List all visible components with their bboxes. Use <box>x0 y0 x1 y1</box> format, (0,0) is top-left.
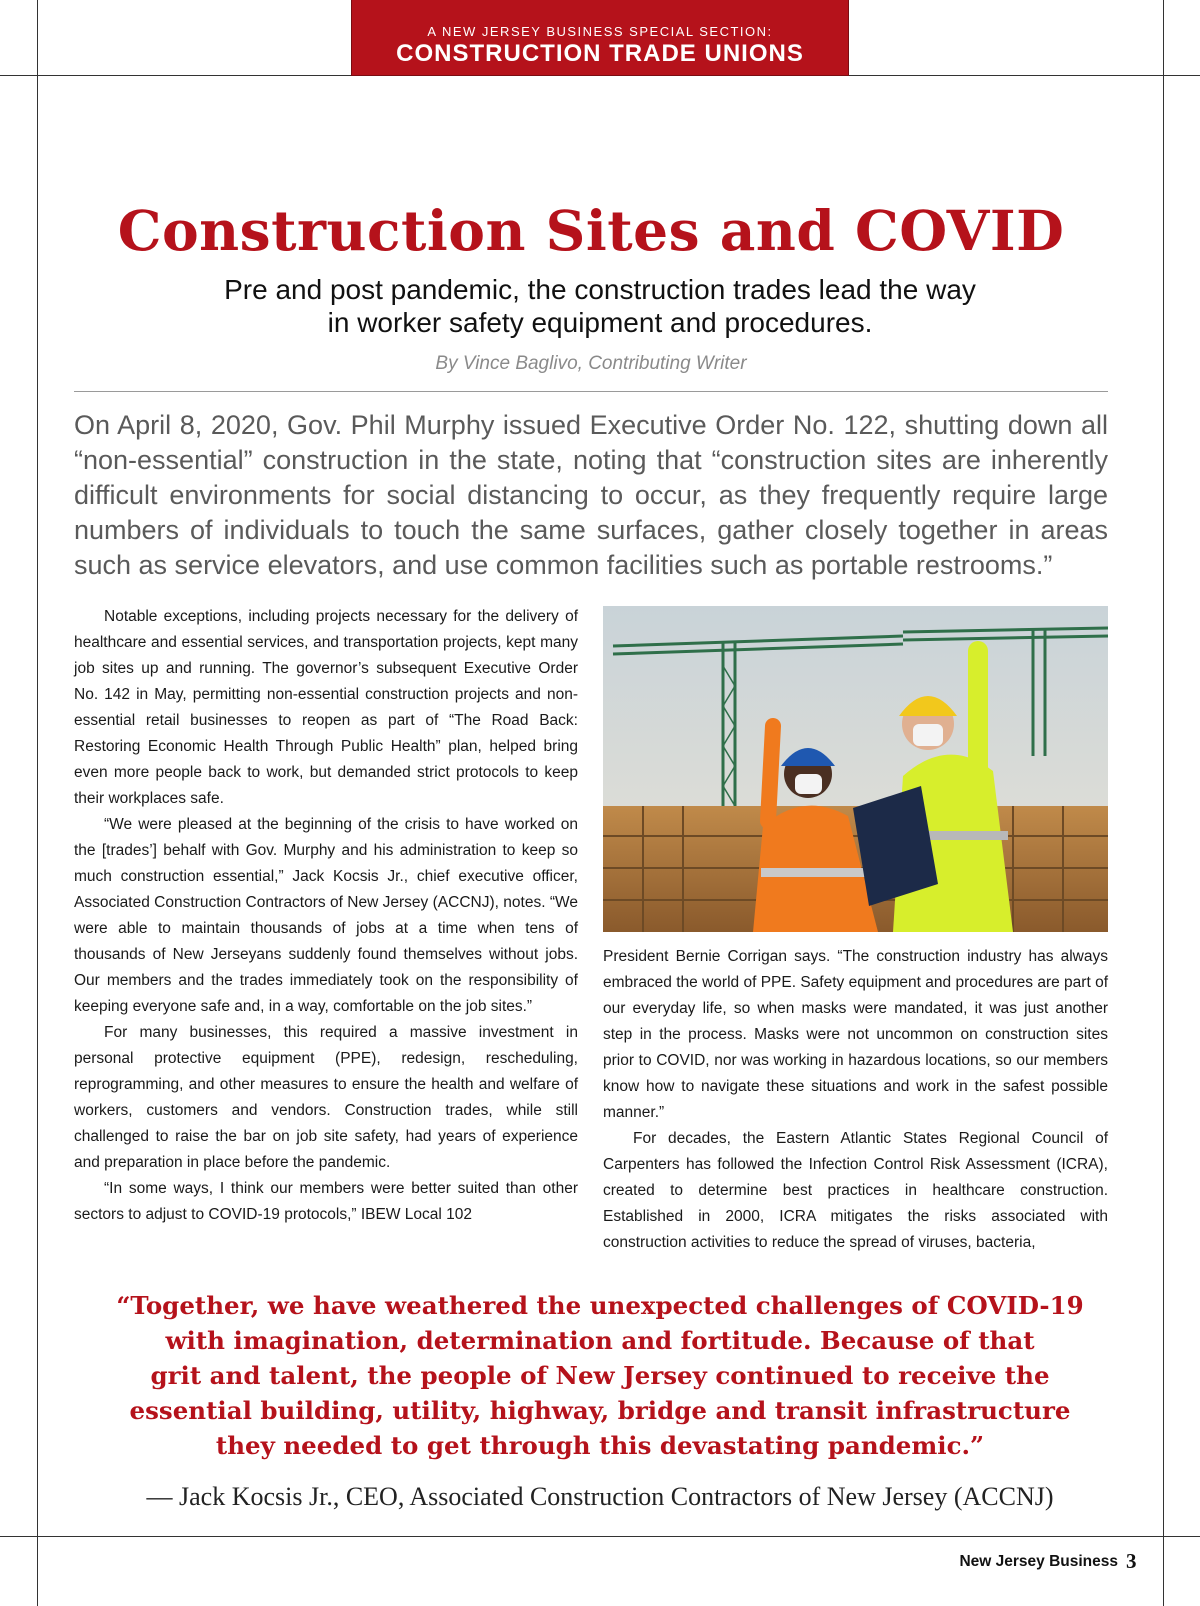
body-paragraph: President Bernie Corrigan says. “The construction industry has always embraced the world of PPE. Safety equipment and procedures are part of our everyday life, so when masks were mandated, it was just another step in the process. Masks were not uncommon on construction sites prior to COVID, nor was working in hazardous locations, so our members know how to navigate these situations and work in the safest possible manner.” <box>603 948 1108 1121</box>
section-banner <box>351 0 849 76</box>
banner-section-title: CONSTRUCTION TRADE UNIONS <box>396 40 804 67</box>
frame-rule-bottom <box>0 1536 1200 1537</box>
pull-quote-line: grit and talent, the people of New Jersey continued to receive the <box>150 1361 1050 1390</box>
article-deck <box>150 273 1050 339</box>
frame-rule-right <box>1163 0 1164 1606</box>
body-paragraph: For decades, the Eastern Atlantic States Regional Council of Carpenters has followed the Infection Control Risk Assessment (ICRA), created to determine best practices in healthcare construction. Established in 2000, ICRA mitigates the risks associated with construction activities to reduce the spread of viruses, bacteria, <box>603 1130 1108 1251</box>
pull-quote-attribution: — Jack Kocsis Jr., CEO, Associated Construction Contractors of New Jersey (ACCNJ) <box>146 1482 1054 1511</box>
deck-line-2: in worker safety equipment and procedures. <box>327 307 873 338</box>
pull-quote <box>110 1288 1090 1463</box>
footer-page-number: 3 <box>1126 1549 1137 1573</box>
body-column-right <box>603 944 1108 1256</box>
body-column-left <box>74 604 578 1228</box>
deck-line-1: Pre and post pandemic, the construction trades lead the way <box>224 274 976 305</box>
article-title: Construction Sites and COVID <box>117 198 1065 263</box>
article-photo-construction-workers <box>603 606 1108 932</box>
byline: By Vince Baglivo, Contributing Writer <box>435 353 747 374</box>
pull-quote-line: they needed to get through this devastating pandemic.” <box>215 1431 985 1460</box>
body-paragraph: “We were pleased at the beginning of the crisis to have worked on the [trades’] behalf with Gov. Murphy and his administration to keep so much construction essential,” Jack Kocsis Jr., chief executive officer, Associated Construction Contractors of New Jersey (ACCNJ), notes. “We were able to maintain thousands of jobs at a time when tens of thousands of New Jerseyans suddenly found themselves without jobs. Our members and the trades immediately took on the responsibility of keeping everyone safe and, in a way, comfortable on the job sites.” <box>74 816 578 1015</box>
body-paragraph: “In some ways, I think our members were better suited than other sectors to adjust to COVID-19 protocols,” IBEW Local 102 <box>74 1180 578 1223</box>
frame-rule-left <box>37 0 38 1606</box>
body-paragraph: For many businesses, this required a massive investment in personal protective equipment (PPE), redesign, rescheduling, reprogramming, and other measures to ensure the health and welfare of workers, customers and vendors. Construction trades, while still challenged to raise the bar on job site safety, had years of experience and preparation in place before the pandemic. <box>74 1024 578 1171</box>
banner-kicker: A NEW JERSEY BUSINESS SPECIAL SECTION: <box>427 24 773 39</box>
byline-divider <box>74 391 1108 392</box>
pull-quote-line: with imagination, determination and fortitude. Because of that <box>165 1326 1035 1355</box>
lede-paragraph: On April 8, 2020, Gov. Phil Murphy issued Executive Order No. 122, shutting down all “non-essential” construction in the state, noting that “construction sites are inherently difficult environments for social distancing to occur, as they frequently require large numbers of individuals to touch the same surfaces, gather closely together in areas such as service elevators, and use common facilities such as portable restrooms.” <box>74 410 1108 580</box>
body-paragraph: Notable exceptions, including projects necessary for the delivery of healthcare and essential services, and transportation projects, kept many job sites up and running. The governor’s subsequent Executive Order No. 142 in May, permitting non-essential construction projects and non-essential retail businesses to reopen as part of “The Road Back: Restoring Economic Health Through Public Health” plan, helped bring even more people back to work, but demanded strict protocols to keep their workplaces safe. <box>74 608 578 807</box>
pull-quote-line: “Together, we have weathered the unexpected challenges of COVID-19 <box>116 1291 1084 1320</box>
footer-publication-name: New Jersey Business <box>959 1553 1118 1570</box>
pull-quote-line: essential building, utility, highway, bridge and transit infrastructure <box>129 1396 1071 1425</box>
